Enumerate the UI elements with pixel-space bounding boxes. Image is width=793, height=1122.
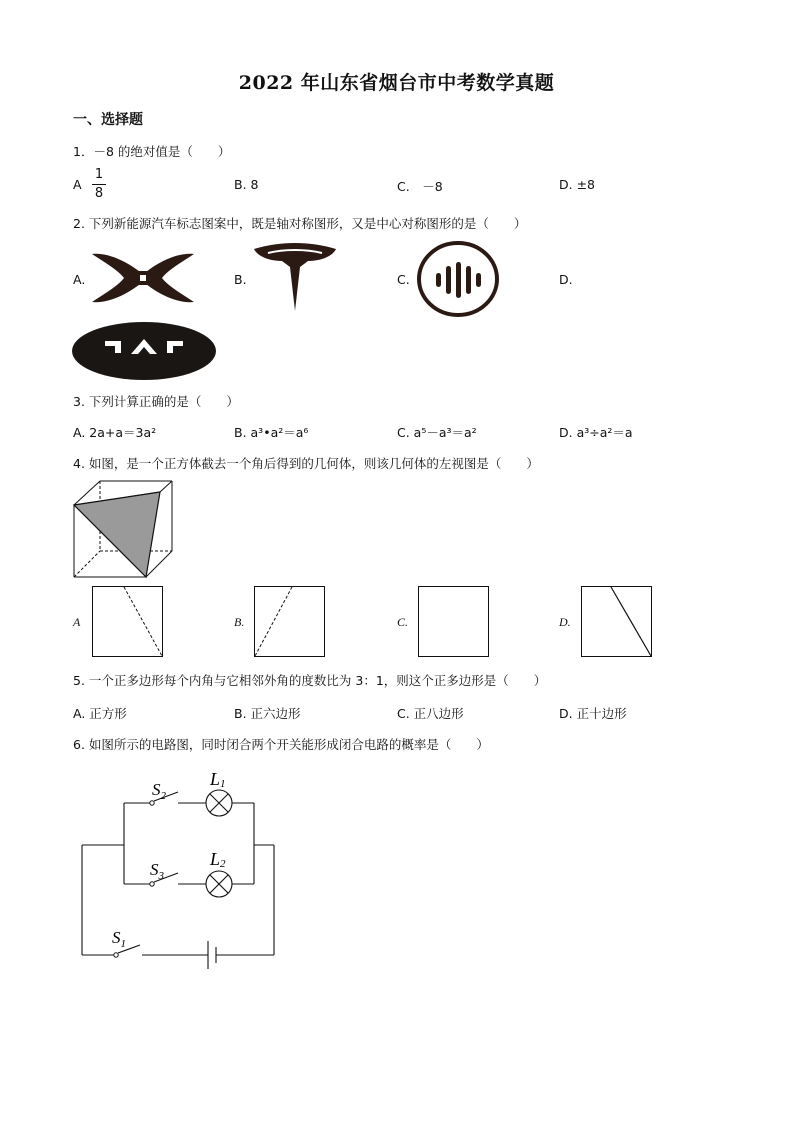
question-4-option-d-label: D. — [559, 615, 571, 629]
question-4-option-a-figure — [92, 586, 164, 658]
cube-cut-figure — [72, 479, 176, 581]
question-1-option-a-label: A — [73, 177, 82, 192]
fraction-bar — [92, 184, 106, 185]
page-title: 2022 年山东省烟台市中考数学真题 — [238, 72, 555, 94]
lamp-l1-label: L1 — [210, 769, 226, 790]
fraction-denominator: 8 — [94, 186, 104, 201]
question-5-option-b: B. 正六边形 — [234, 706, 301, 721]
question-3-stem: 3. 下列计算正确的是（ ） — [73, 394, 239, 409]
question-2-option-b: B. — [234, 272, 247, 287]
question-4-option-d-figure — [581, 586, 653, 658]
logo-c-circle-bars-image — [417, 241, 499, 317]
question-2-option-c: C. — [397, 272, 410, 287]
question-1-option-a-fraction — [92, 167, 106, 202]
fraction-numerator: 1 — [94, 167, 104, 182]
lamp-l2-label: L2 — [210, 849, 226, 870]
question-2-stem: 2. 下列新能源汽车标志图案中，既是轴对称图形，又是中心对称图形的是（ ） — [73, 216, 527, 231]
question-4-option-c-figure — [418, 586, 490, 658]
question-5-option-d: D. 正十边形 — [559, 706, 627, 721]
question-5-option-a: A. 正方形 — [73, 706, 127, 721]
question-4-option-a-label: A — [73, 615, 81, 629]
question-4-option-b-figure — [254, 586, 326, 658]
section-heading: 一、选择题 — [73, 112, 143, 128]
question-2-option-a: A. — [73, 272, 86, 287]
question-1-option-c: C. －8 — [397, 179, 443, 194]
question-4-option-b-label: B. — [234, 615, 245, 629]
question-3-option-b: B. a³•a²＝a⁶ — [234, 425, 309, 440]
logo-d-oval-image — [71, 321, 217, 381]
question-4-option-c-label: C. — [397, 615, 409, 629]
question-3-option-c: C. a⁵－a³＝a² — [397, 425, 477, 440]
question-1-stem: 1．－8 的绝对值是（ ） — [73, 144, 231, 159]
question-3-option-d: D. a³÷a²＝a — [559, 425, 633, 440]
question-4-stem: 4. 如图，是一个正方体截去一个角后得到的几何体，则该几何体的左视图是（ ） — [73, 456, 539, 471]
switch-s2-label: $S_2$ — [152, 780, 166, 802]
question-3-option-a: A. 2a+a＝3a² — [73, 425, 157, 440]
question-1-option-b: B. 8 — [234, 177, 259, 192]
question-6-stem: 6. 如图所示的电路图，同时闭合两个开关能形成闭合电路的概率是（ ） — [73, 737, 489, 752]
question-5-option-c: C. 正八边形 — [397, 706, 464, 721]
question-5-stem: 5. 一个正多边形每个内角与它相邻外角的度数比为 3：1，则这个正多边形是（ ） — [73, 673, 547, 688]
question-1-option-d: D. ±8 — [559, 177, 595, 192]
question-2-option-d: D. — [559, 272, 573, 287]
logo-a-bowtie-image — [90, 250, 196, 306]
switch-s3-label: $S_3$ — [150, 860, 164, 882]
logo-b-t-image — [254, 243, 336, 313]
circuit-diagram — [78, 765, 280, 975]
switch-s1-label: $S_1$ — [112, 928, 126, 950]
